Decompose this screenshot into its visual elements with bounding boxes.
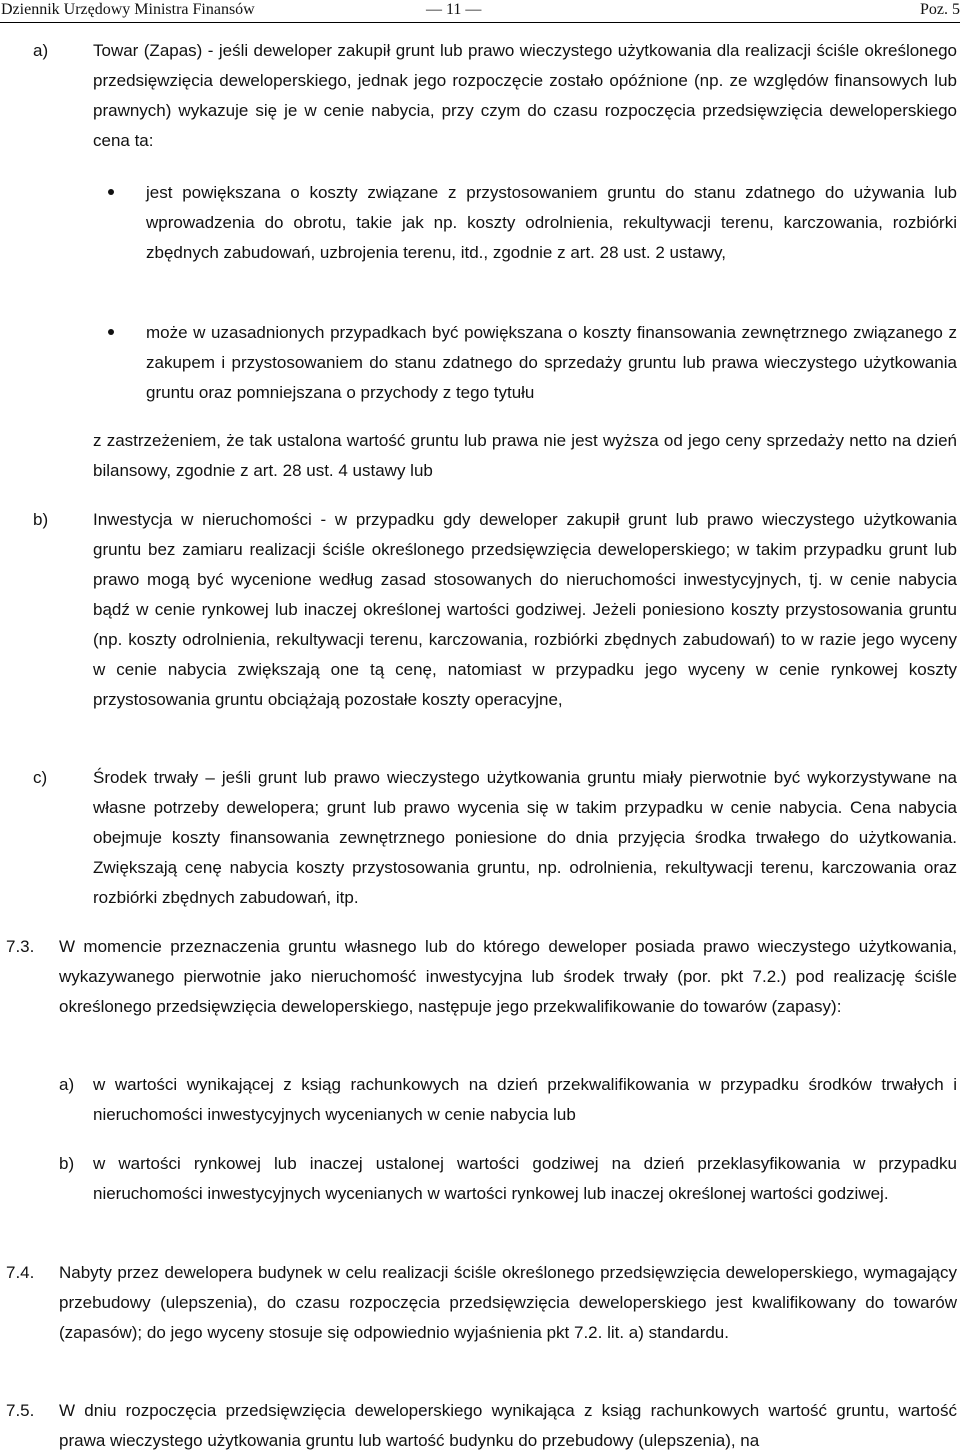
item-b-marker: b)	[33, 510, 49, 529]
page-number: — 11 —	[426, 1, 482, 18]
section-7-5-text: W dniu rozpoczęcia przedsięwzięcia deweloperskiego wynikająca z ksiąg rachunkowych wartość gruntu, wartość prawa wieczystego użytkowania gruntu lub wartość budynku do przebudowy (ulepszenia), na	[59, 1401, 957, 1450]
item-a-text: Towar (Zapas) - jeśli deweloper zakupił grunt lub prawo wieczystego użytkowania dla realizacji ściśle określonego przedsięwzięcia deweloperskiego, jednak jego rozpoczęcie zostało opóźnione (np. ze względów finansowych lub prawnych) wykazuje się je w cenie nabycia, przy czym do czasu rozpoczęcia przedsięwzięcia deweloperskiego cena ta:	[93, 41, 957, 150]
item-a-marker: a)	[33, 41, 49, 60]
section-7-3-text: W momencie przeznaczenia gruntu własnego lub do którego deweloper posiada prawo wieczystego użytkowania, wykazywanego pierwotnie jako nieruchomość inwestycyjna lub środek trwały (por. pkt 7.2.) pod realizację ściśle określonego przedsięwzięcia deweloperskiego, następuje jego przekwalifikowanie do towarów (zapasy):	[59, 937, 957, 1016]
item-b-text: Inwestycja w nieruchomości - w przypadku gdy deweloper zakupił grunt lub prawo wieczystego użytkowania gruntu bez zamiaru realizacji ściśle określonego przedsięwzięcia deweloperskiego; w takim przypadku grunt lub prawo mogą być wycenione według zasad stosowanych do nieruchomości inwestycyjnych, tj. w cenie nabycia bądź w cenie rynkowej lub inaczej określonej wartości godziwej. Jeżeli poniesiono koszty przystosowania gruntu (np. koszty odrolnienia, rekultywacji terenu, karczowania, rozbiórki zbędnych zabudowań) to w razie jego wyceny w cenie nabycia zwiększają one tą cenę, natomiast w przypadku jego wyceny w cenie rynkowej koszty przystosowania gruntu obciążają pozostałe koszty operacyjne,	[93, 510, 957, 709]
bullet-dot	[108, 189, 114, 195]
section-7-4-number: 7.4.	[6, 1263, 35, 1282]
running-header	[0, 0, 960, 23]
item-c-marker: c)	[33, 768, 48, 787]
item-c-text: Środek trwały – jeśli grunt lub prawo wieczystego użytkowania gruntu miały pierwotnie być wykorzystywane na własne potrzeby dewelopera; grunt lub prawo wycenia się w takim przypadku w cenie nabycia. Cena nabycia obejmuje koszty finansowania zewnętrznego poniesione do dnia przyjęcia środka trwałego do użytkowania. Zwiększają cenę nabycia koszty przystosowania gruntu, np. odrolnienia, rekultywacji terenu, karczowania oraz rozbiórki zbędnych zabudowań, itp.	[93, 768, 957, 907]
position-number: Poz. 5	[920, 1, 960, 18]
bullet-item-2: może w uzasadnionych przypadkach być powiększana o koszty finansowania zewnętrznego związanego z zakupem i przystosowaniem do stanu zdatnego do sprzedaży gruntu lub prawa wieczystego użytkowania gruntu oraz pomniejszana o przychody z tego tytułu	[146, 323, 957, 402]
section-7-3-a-text: w wartości wynikającej z ksiąg rachunkowych na dzień przekwalifikowania w przypadku środków trwałych i nieruchomości inwestycyjnych wycenianych w cenie nabycia lub	[93, 1075, 957, 1124]
section-7-3-b-marker: b)	[59, 1154, 75, 1173]
section-7-3-a-marker: a)	[59, 1075, 75, 1094]
bullet-item-1: jest powiększana o koszty związane z przystosowaniem gruntu do stanu zdatnego do używania lub wprowadzenia do obrotu, takie jak np. koszty odrolnienia, rekultywacji terenu, karczowania, rozbiórki zbędnych zabudowań, uzbrojenia terenu, itd., zgodnie z art. 28 ust. 2 ustawy,	[146, 183, 957, 262]
section-7-3-b-text: w wartości rynkowej lub inaczej ustalonej wartości godziwej na dzień przeklasyfikowania w przypadku nieruchomości inwestycyjnych wycenianych w wartości rynkowej lub inaczej określonej wartości godziwej.	[93, 1154, 957, 1203]
section-7-4-text: Nabyty przez dewelopera budynek w celu realizacji ściśle określonego przedsięwzięcia deweloperskiego, wymagający przebudowy (ulepszenia), do czasu rozpoczęcia przedsięwzięcia deweloperskiego jest kwalifikowany do towarów (zapasów); do jego wyceny stosuje się odpowiednio wyjaśnienia pkt 7.2. lit. a) standardu.	[59, 1263, 957, 1342]
item-a-closing: z zastrzeżeniem, że tak ustalona wartość gruntu lub prawa nie jest wyższa od jego ceny sprzedaży netto na dzień bilansowy, zgodnie z art. 28 ust. 4 ustawy lub	[93, 431, 957, 480]
section-7-5-number: 7.5.	[6, 1401, 35, 1420]
section-7-3-number: 7.3.	[6, 937, 35, 956]
journal-title: Dziennik Urzędowy Ministra Finansów	[1, 1, 255, 18]
bullet-dot	[108, 329, 114, 335]
